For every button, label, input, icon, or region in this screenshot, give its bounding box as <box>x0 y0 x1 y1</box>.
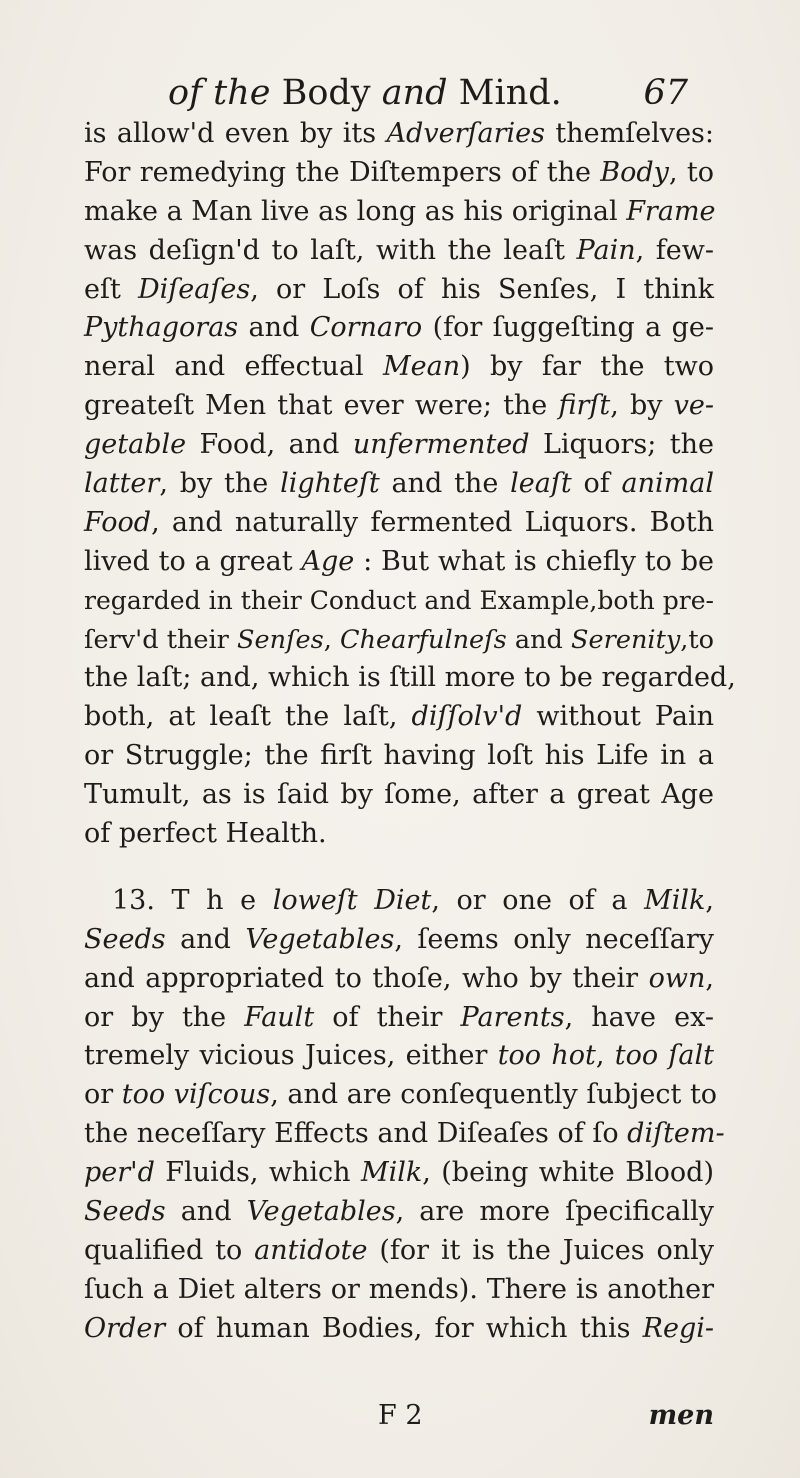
page-footer <box>84 1396 714 1436</box>
text-line <box>84 960 714 999</box>
italic-run: too viſcous <box>121 1079 271 1111</box>
text-line <box>84 504 714 543</box>
text-run: Liquors; the <box>529 429 714 461</box>
text-line <box>84 426 714 465</box>
text-line <box>84 1076 718 1115</box>
text-line <box>84 621 714 660</box>
italic-run: antidote <box>254 1234 368 1266</box>
text-run: 13. T h e <box>112 884 273 916</box>
running-head-word: the <box>202 73 282 113</box>
text-line <box>84 1154 714 1193</box>
text-line <box>84 1115 725 1154</box>
italic-run: Milk <box>360 1157 423 1189</box>
text-line <box>84 921 714 960</box>
text-line <box>84 1310 714 1349</box>
italic-run: Body <box>600 156 669 188</box>
italic-run: Parents <box>460 1001 565 1033</box>
page-number: 67 <box>643 73 688 113</box>
text-line <box>84 659 736 698</box>
text-run: qualified to <box>84 1234 255 1266</box>
text-run: , or one of a <box>431 884 645 916</box>
italic-run: Senſes <box>237 624 324 655</box>
text-run: both, at leaſt the laſt, <box>84 701 412 733</box>
text-run: For remedying the Diſtempers of the <box>84 156 601 188</box>
italic-run: Adverſaries <box>386 118 545 149</box>
text-line <box>84 271 714 310</box>
italic-run: firſt <box>558 390 611 422</box>
text-run: , few- <box>635 234 714 266</box>
text-line <box>84 698 714 737</box>
running-head-word: of <box>168 73 203 113</box>
text-run: tremely vicious Juices, either <box>84 1040 498 1072</box>
text-run: ) by far the two <box>460 351 714 383</box>
text-run: of human Bodies, for which this <box>165 1312 643 1344</box>
text-line <box>84 232 714 271</box>
text-run: greateſt Men that ever were; the <box>84 390 559 422</box>
italic-run: leaſt <box>510 468 572 500</box>
text-run: neral and effectual <box>84 351 384 383</box>
text-run: and the <box>379 468 511 500</box>
italic-run: Pythagoras <box>84 312 239 344</box>
text-run: eſt <box>84 273 139 305</box>
text-run: and <box>165 923 246 955</box>
italic-run: Food <box>84 506 152 538</box>
italic-run: Chearfulneſs <box>340 624 507 655</box>
italic-run: Vegetables <box>246 1196 396 1228</box>
italic-run: Seeds <box>84 923 166 955</box>
text-run: , or Loſs of his Senſes, I think <box>250 273 714 305</box>
italic-run: Milk <box>644 884 706 916</box>
italic-run: diſſolv'd <box>411 701 523 733</box>
text-run: , and are conſequently ſubject to <box>270 1079 718 1111</box>
text-line <box>84 1193 714 1232</box>
text-run: themſelves: <box>544 118 714 149</box>
text-line <box>84 348 714 387</box>
text-line <box>84 1232 714 1271</box>
running-head-word: and <box>381 73 448 113</box>
text-run: , by the <box>159 468 281 500</box>
catchword: men <box>648 1400 714 1431</box>
text-line <box>84 999 714 1038</box>
text-line <box>84 465 714 504</box>
text-line <box>84 543 714 582</box>
italic-run: Serenity <box>571 624 681 655</box>
text-run: and <box>165 1196 247 1228</box>
text-line <box>84 882 714 921</box>
italic-run: getable <box>84 429 187 461</box>
text-run: or <box>84 1079 122 1111</box>
italic-run: Vegetables <box>245 923 395 955</box>
text-run: , to <box>668 156 714 188</box>
italic-run: Regi- <box>642 1312 714 1344</box>
italic-run: Age <box>301 545 355 577</box>
text-run: the laſt; and, which is ſtill more to be regarded, <box>84 662 736 694</box>
signature-mark: F 2 <box>378 1400 423 1431</box>
paragraph-gap <box>84 854 714 882</box>
italic-run: loweſt <box>272 884 358 916</box>
text-line <box>84 154 714 193</box>
text-run: or by the <box>84 1001 245 1033</box>
text-run: , by <box>610 390 674 422</box>
text-run: or Struggle; the firſt having loſt his Life in a <box>84 740 714 772</box>
italic-run: Frame <box>626 195 716 227</box>
italic-run: Diet <box>374 884 432 916</box>
italic-run: latter <box>84 468 160 500</box>
text-run: and <box>238 312 310 344</box>
text-line <box>84 815 714 854</box>
text-run: , <box>705 884 714 916</box>
italic-run: Diſeaſes <box>138 273 251 305</box>
text-run: : But what is chiefly to be <box>354 545 715 577</box>
text-run: , <box>595 1040 615 1072</box>
text-run: , (being white Blood) <box>422 1157 714 1189</box>
text-run: ſuch a Diet alters or mends). There is another <box>84 1273 714 1305</box>
text-line <box>84 193 714 232</box>
text-run: lived to a great <box>84 545 302 577</box>
italic-run: unfermented <box>352 429 530 461</box>
text-run: the neceſſary Effects and Diſeaſes of ſo <box>84 1118 628 1150</box>
text-run: , and naturally fermented Liquors. Both <box>151 506 714 538</box>
text-run: , ſeems only neceſſary <box>394 923 715 955</box>
text-line <box>84 582 714 621</box>
text-line <box>84 115 714 154</box>
italic-run: own <box>648 962 706 994</box>
text-run: (for ſuggeſting a ge- <box>422 312 714 344</box>
italic-run: Mean <box>383 351 461 383</box>
running-head-word: Mind. <box>447 73 562 113</box>
text-run: Tumult, as is ſaid by ſome, after a great Age <box>84 779 714 811</box>
text-run: Fluids, which <box>154 1157 361 1189</box>
text-run: and appropriated to thoſe, who by their <box>84 962 649 994</box>
italic-run: Seeds <box>84 1196 166 1228</box>
running-head-word: Body <box>281 73 382 113</box>
text-run: ſerv'd their <box>84 624 238 655</box>
text-run: without Pain <box>522 701 714 733</box>
italic-run: Cornaro <box>309 312 423 344</box>
text-run: , have ex- <box>564 1001 714 1033</box>
text-run: (for it is the Juices only <box>367 1234 714 1266</box>
text-line <box>84 776 714 815</box>
running-head <box>148 68 688 118</box>
text-line <box>84 387 714 426</box>
text-run: regarded in their Conduct and Example,both pre- <box>84 585 714 615</box>
text-run: of perfect Health. <box>84 818 327 850</box>
italic-run: ve- <box>673 390 714 422</box>
text-run: of <box>571 468 622 500</box>
text-line <box>84 737 714 776</box>
text-run: make a Man live as long as his original <box>84 195 627 227</box>
text-run: was deſign'd to laſt, with the leaſt <box>84 234 577 266</box>
text-run: , <box>705 962 714 994</box>
italic-run: per'd <box>84 1157 155 1189</box>
running-head-title <box>168 68 562 118</box>
text-line <box>84 309 714 348</box>
text-line <box>84 1037 714 1076</box>
text-run: ,to <box>680 624 715 655</box>
italic-run: lighteſt <box>280 468 380 500</box>
italic-run: too hot <box>497 1040 596 1072</box>
text-run <box>358 885 375 916</box>
text-run: , are more ſpecifically <box>395 1196 715 1228</box>
italic-run: animal <box>621 468 714 500</box>
text-run: , <box>323 624 341 655</box>
italic-run: diſtem- <box>627 1118 725 1150</box>
italic-run: Fault <box>244 1001 315 1033</box>
body-text <box>84 115 736 1349</box>
text-line <box>84 1271 714 1310</box>
italic-run: too ſalt <box>614 1040 714 1072</box>
text-run: Food, and <box>186 429 353 461</box>
text-run: and <box>506 624 572 655</box>
italic-run: Pain <box>576 234 636 266</box>
italic-run: Order <box>84 1312 166 1344</box>
text-run: of their <box>314 1001 461 1033</box>
text-run: is allow'd even by its <box>84 118 387 149</box>
